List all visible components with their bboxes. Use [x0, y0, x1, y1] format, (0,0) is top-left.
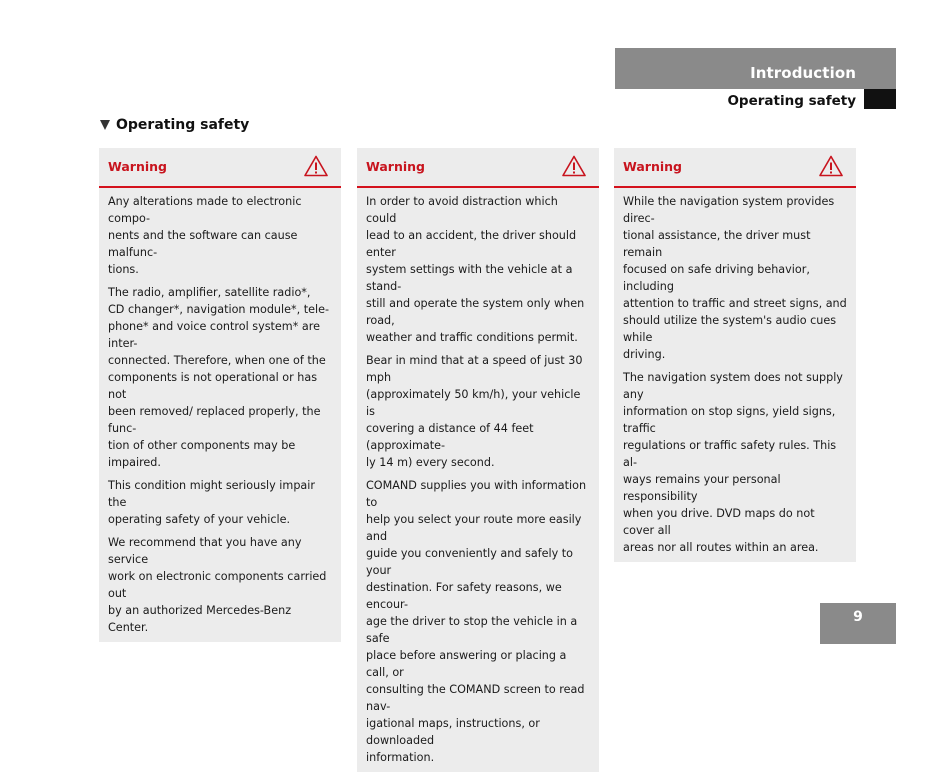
- warning-box-1: [99, 148, 341, 642]
- warning-triangle-icon: [562, 155, 586, 177]
- paragraph: While the navigation system provides direc- tional assistance, the driver must remain focused on safe driving behavior, including attention to traffic and street signs, and should utilize the system's audio cues while driving.: [623, 195, 847, 361]
- warning-box-body: [357, 188, 599, 772]
- section-heading: [100, 117, 249, 133]
- section-title: Operating safety: [727, 93, 856, 109]
- section-heading-text: Operating safety: [116, 117, 250, 133]
- paragraph: We recommend that you have any service work on electronic components carried out by an authorized Mercedes-Benz Center.: [108, 536, 327, 634]
- warning-box-3: [614, 148, 856, 562]
- warning-box-body: [614, 188, 856, 562]
- paragraph: In order to avoid distraction which could lead to an accident, the driver should enter system settings with the vehicle at a stand- still and operate the system only when road, weather and traffic conditions permit.: [366, 195, 585, 344]
- chapter-header-band: [615, 48, 896, 89]
- paragraph: The radio, amplifier, satellite radio*, CD changer*, navigation module*, tele- phone* and voice control system* are inter- connected. Therefore, when one of the components is not operational or has not been removed/ replaced properly, the func- tion of other components may be impaired.: [108, 286, 330, 469]
- page-number: 9: [820, 603, 896, 644]
- warning-label: Warning: [366, 159, 425, 174]
- warning-box-body: [99, 188, 341, 642]
- warning-label: Warning: [623, 159, 682, 174]
- warning-label: Warning: [108, 159, 167, 174]
- warning-box-header: [99, 148, 341, 188]
- warning-box-header: [614, 148, 856, 188]
- paragraph: This condition might seriously impair the operating safety of your vehicle.: [108, 479, 315, 526]
- section-marker-block: [864, 89, 896, 109]
- paragraph: COMAND supplies you with information to help you select your route more easily and guide you conveniently and safely to your destination. For safety reasons, we encour- age the driver to stop the vehicle in a safe place before answering or placing a call, or consulting the COMAND screen to read nav- igational maps, instructions, or downloaded information.: [366, 479, 587, 764]
- warning-triangle-icon: [304, 155, 328, 177]
- paragraph: Bear in mind that at a speed of just 30 mph (approximately 50 km/h), your vehicle is covering a distance of 44 feet (approximate- ly 14 m) every second.: [366, 354, 583, 469]
- warning-box-header: [357, 148, 599, 188]
- warning-triangle-icon: [819, 155, 843, 177]
- chapter-title: Introduction: [750, 64, 856, 82]
- paragraph: The navigation system does not supply any information on stop signs, yield signs, traffic regulations or traffic safety rules. This al- ways remains your personal responsibility when you drive. DVD maps do not cover all areas nor all routes within an area.: [623, 371, 843, 554]
- triangle-down-icon: [100, 120, 110, 130]
- paragraph: Any alterations made to electronic compo- nents and the software can cause malfunc- tions.: [108, 195, 302, 276]
- warning-box-2: [357, 148, 599, 772]
